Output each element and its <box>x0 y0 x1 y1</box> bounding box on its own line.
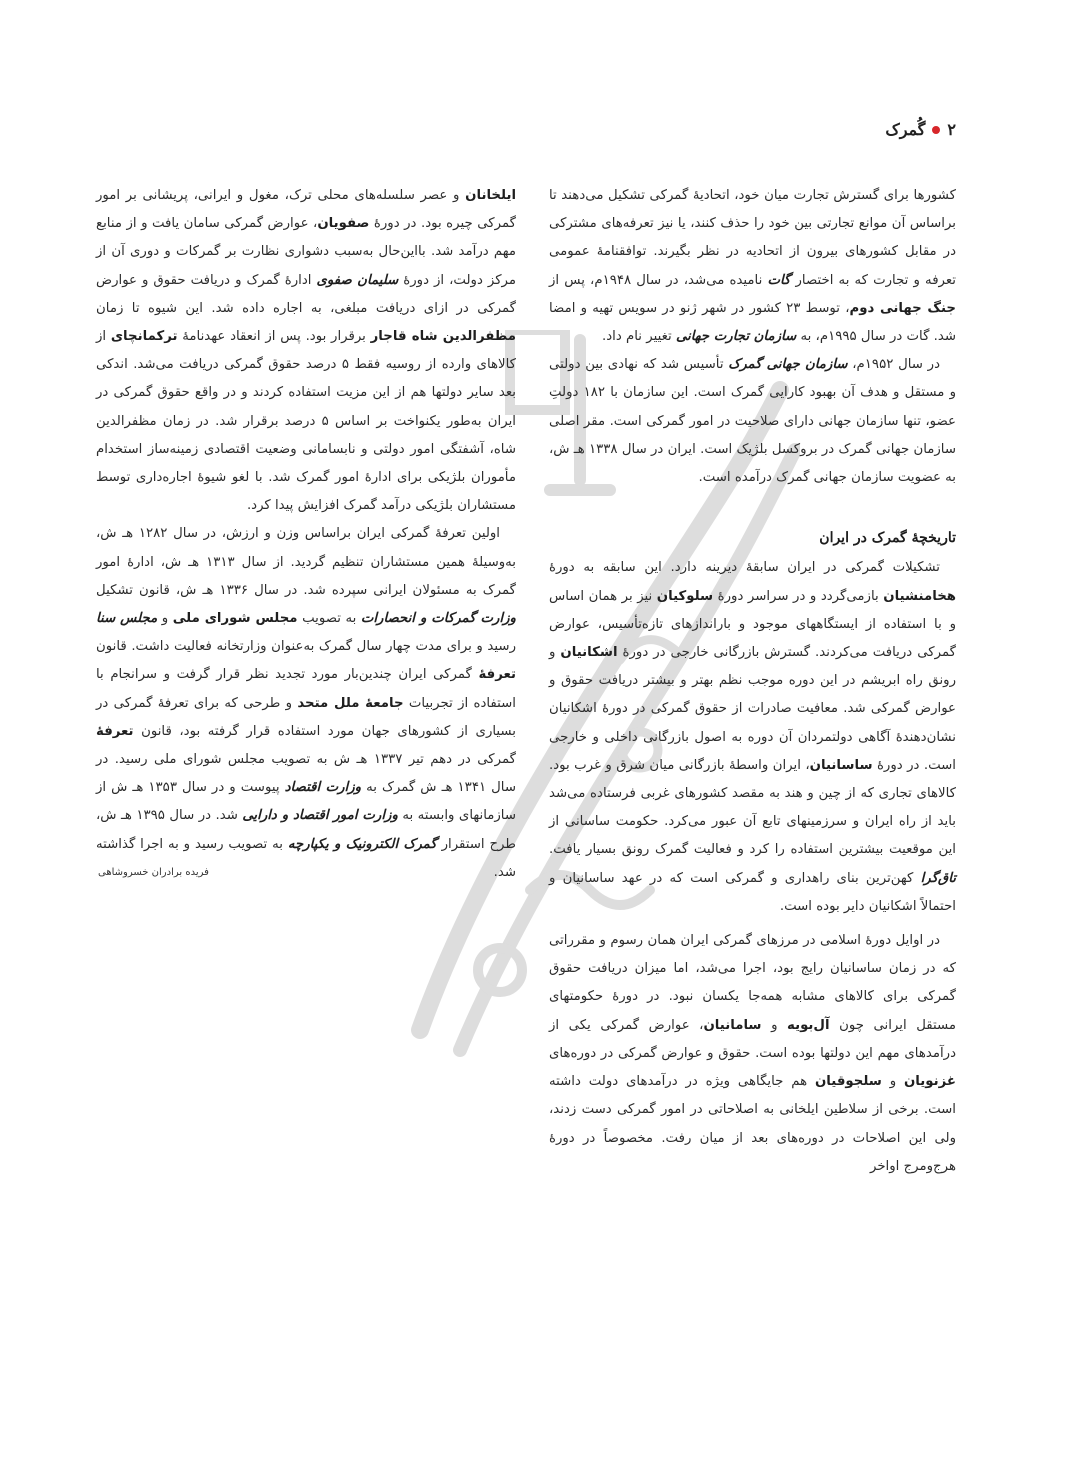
paragraph: تشکیلات گمرکی در ایران سابقهٔ دیرینه دارد. این سابقه به دورهٔ هخامنشیان بازمی‌گردد و در سراسر دورهٔ سلوکیان نیز بر همان اساس و با استفاده از ایستگاههای موجود و باراندازهای تازه‌تأسیس، عوارض گمرکی دریافت می‌کردند. گسترش بازرگانی خارجی در دورهٔ اشکانیان و رونق راه ابریشم در این دوره موجب نظم بهتر و بیشتر دریافت حقوق و عوارض گمرکی شد. معافیت صادرات از حقوق گمرکی در دورهٔ اشکانیان نشان‌دهندهٔ آگاهی دولتمردان آن دوره به اصول بازرگانی داخلی و خارجی است. در دورهٔ ساسانیان، ایران واسطهٔ بازرگانی میان شرق و غرب بود. کالاهای تجاری که از چین و هند به مقصد کشورهای غربی فرستاده می‌شد باید از راه ایران و سرزمینهای تابع آن عبور می‌کرد. حکومت ساسانی از این موقعیت بیشترین استفاده را کرد و فعالیت گمرک رونق بسیار یافت. تاق‌گرا کهن‌ترین بنای راهداری و گمرکی است که در عهد ساسانیان و احتمالاً اشکانیان دایر بوده است. <box>549 560 957 914</box>
term-samanid: سامانیان <box>703 1017 762 1033</box>
term-tariff: تعرفهٔ <box>96 723 134 739</box>
term-egov: گمرک الکترونیک و یکپارچه <box>287 836 437 852</box>
section-title: گُمرک <box>885 120 926 139</box>
page-header <box>885 120 956 139</box>
paragraph: کشورها برای گسترش تجارت میان خود، اتحادیهٔ گمرکی تشکیل می‌دهند تا براساس آن موانع تجارتی بین خود را حذف کنند، یا نیز تعرفه‌های مشترکی در مقابل کشورهای بیرون از اتحادیه در نظر بگیرند. توافقنامهٔ عمومی تعرفه و تجارت که به اختصار گات نامیده می‌شد، در سال ۱۹۴۸م، پس از جنگ جهانی دوم، توسط ۲۳ کشور در شهر ژنو در سویس تهیه و امضا شد. گات در سال ۱۹۹۵م، به سازمان تجارت جهانی تغییر نام داد. <box>549 188 957 345</box>
term-wco: سازمان جهانی گمرک <box>728 357 848 373</box>
term-gatt: گات <box>767 272 791 288</box>
term-ministry: وزارت گمرکات و انحصارات <box>360 611 516 627</box>
term-safavid: صفویان <box>317 216 370 232</box>
term-parthian: اشکانیان <box>560 645 618 661</box>
left-column <box>96 182 516 887</box>
paragraph: در سال ۱۹۵۲م، سازمان جهانی گمرک تأسیس شد که نهادی بین دولتی و مستقل و هدف آن بهبود کارایی گمرک است. این سازمان با ۱۸۲ دولتِ عضو، تنها سازمان جهانی دارای صلاحیت در امور گمرکی است. مقر اصلی سازمان جهانی گمرک در بروکسل بلژیک است. ایران در سال ۱۳۳۸ هـ ش، به عضویت سازمان جهانی گمرک درآمده است. <box>549 357 956 486</box>
right-column <box>549 182 956 1181</box>
term-economy: وزارت اقتصاد <box>284 780 362 796</box>
paragraph: در اوایل دورهٔ اسلامی در مرزهای گمرکی ایران همان رسوم و مقرراتی که در زمان ساسانیان رایج بود، اجرا می‌شد، اما میزان دریافت حقوق گمرکی برای کالاهای مشابه همه‌جا یکسان نبود. در دورهٔ حکومتهای مستقل ایرانی چون آل‌بویه و سامانیان، عوارض گمرکی یکی از درآمدهای مهم این دولتها بوده است. حقوق و عوارض گمرکی در دوره‌های غزنویان و سلجوقیان هم جایگاهی ویژه در درآمدهای دولت داشته است. برخی از سلاطین ایلخانی به اصلاحاتی در امور گمرکی دست زدند، ولی این اصلاحات در دوره‌های بعد از میان رفت. مخصوصاً در دورهٔ هرج‌ومرج اواخر <box>549 933 956 1174</box>
term-senate: مجلس سنا <box>96 611 158 627</box>
term-torkmanchay: ترکمانچای <box>110 329 178 345</box>
term-ww2: جنگ جهانی دوم <box>849 300 957 316</box>
paragraph: ایلخانان و عصر سلسله‌های محلی ترک، مغول و ایرانی، پریشانی بر امور گمرکی چیره بود. در دورهٔ صفویان، عوارض گمرکی سامان یافت و از منابع مهم درآمد شد. بااین‌حال به‌سبب دشواری نظارت بر گمرکات و دوری آن از مرکز دولت، از دورهٔ سلیمان صفوی ادارهٔ گمرک و دریافت حقوق و عوارض گمرکی در ازای دریافت مبلغی، به اجاره داده شد. این شیوه تا زمان مظفرالدین شاه قاجار برقرار بود. پس از انعقاد عهدنامهٔ ترکمانچای از کالاهای وارده از روسیه فقط ۵ درصد حقوق گمرکی دریافت می‌شد. اندکی بعد سایر دولتها هم از این مزیت استفاده کردند و در واقع حقوق گمرکی در ایران به‌طور یکنواخت بر اساس ۵ درصد برقرار شد. در زمان مظفرالدین شاه، آشفتگی امور دولتی و نابسامانی وضعیت اقتصادی زمینه‌ساز استخدام مأموران بلژیکی برای ادارهٔ امور گمرک شد. با لغو شیوهٔ اجاره‌داری توسط مستشاران بلژیکی درآمد گمرک افزایش پیدا کرد. <box>96 188 516 514</box>
term-sasanian: ساسانیان <box>809 757 873 773</box>
term-tariff: تعرفهٔ <box>478 667 516 683</box>
page-number: ۲ <box>947 120 956 139</box>
term-seleucid: سلوکیان <box>656 588 714 604</box>
term-ilkhanid: ایلخانان <box>465 188 516 203</box>
section-heading: تاریخچهٔ گمرک در ایران <box>819 530 956 547</box>
term-soleyman: سلیمان صفوی <box>316 272 399 288</box>
paragraph: اولین تعرفهٔ گمرکی ایران براساس وزن و ارزش، در سال ۱۲۸۲ هـ ش، به‌وسیلهٔ همین مستشاران تنظیم گردید. از سال ۱۳۱۳ هـ ش، ادارهٔ امور گمرک به مسئولان ایرانی سپرده شد. در سال ۱۳۳۶ هـ ش، قانون تشکیل وزارت گمرکات و انحصارات به تصویب مجلس شورای ملی و مجلس سنا رسید و برای مدت چهار سال گمرک به‌عنوان وزارتخانه فعالیت داشت. قانون تعرفهٔ گمرکی ایران چندین‌بار مورد تجدید نظر قرار گرفت و سرانجام با استفاده از تجربیات جامعهٔ ملل متحد و طرحی که برای تعرفهٔ گمرکی در بسیاری از کشورهای جهان مورد استفاده قرار گرفته بود، قانون تعرفهٔ گمرکی در دهم تیر ۱۳۳۷ هـ ش به تصویب مجلس شورای ملی رسید. در سال ۱۳۴۱ هـ ش گمرک به وزارت اقتصاد پیوست و در سال ۱۳۵۳ هـ ش از سازمانهای وابسته به وزارت امور اقتصاد و دارایی شد. در سال ۱۳۹۵ هـ ش، طرح استقرار گمرک الکترونیک و یکپارچه به تصویب رسید و به اجرا گذاشته شد. <box>96 526 517 880</box>
term-buyid: آل‌بویه <box>787 1017 830 1033</box>
red-bullet-icon <box>932 126 940 134</box>
author-signature: فریده برادران خسروشاهی <box>98 867 209 879</box>
term-un: جامعهٔ ملل متحد <box>297 695 404 711</box>
term-mozaffar: مظفرالدین شاه قاجار <box>370 329 516 345</box>
term-econfin: وزارت امور اقتصاد و دارایی <box>242 808 398 824</box>
term-achaemenid: هخامنشیان <box>883 588 956 604</box>
term-taqgara: تاق‌گرا <box>920 870 956 886</box>
term-wto: سازمان تجارت جهانی <box>675 329 797 345</box>
term-seljuk: سلجوقیان <box>814 1074 882 1090</box>
term-ghaznavid: غزنویان <box>903 1074 956 1090</box>
term-majlis: مجلس شورای ملی <box>172 611 298 627</box>
